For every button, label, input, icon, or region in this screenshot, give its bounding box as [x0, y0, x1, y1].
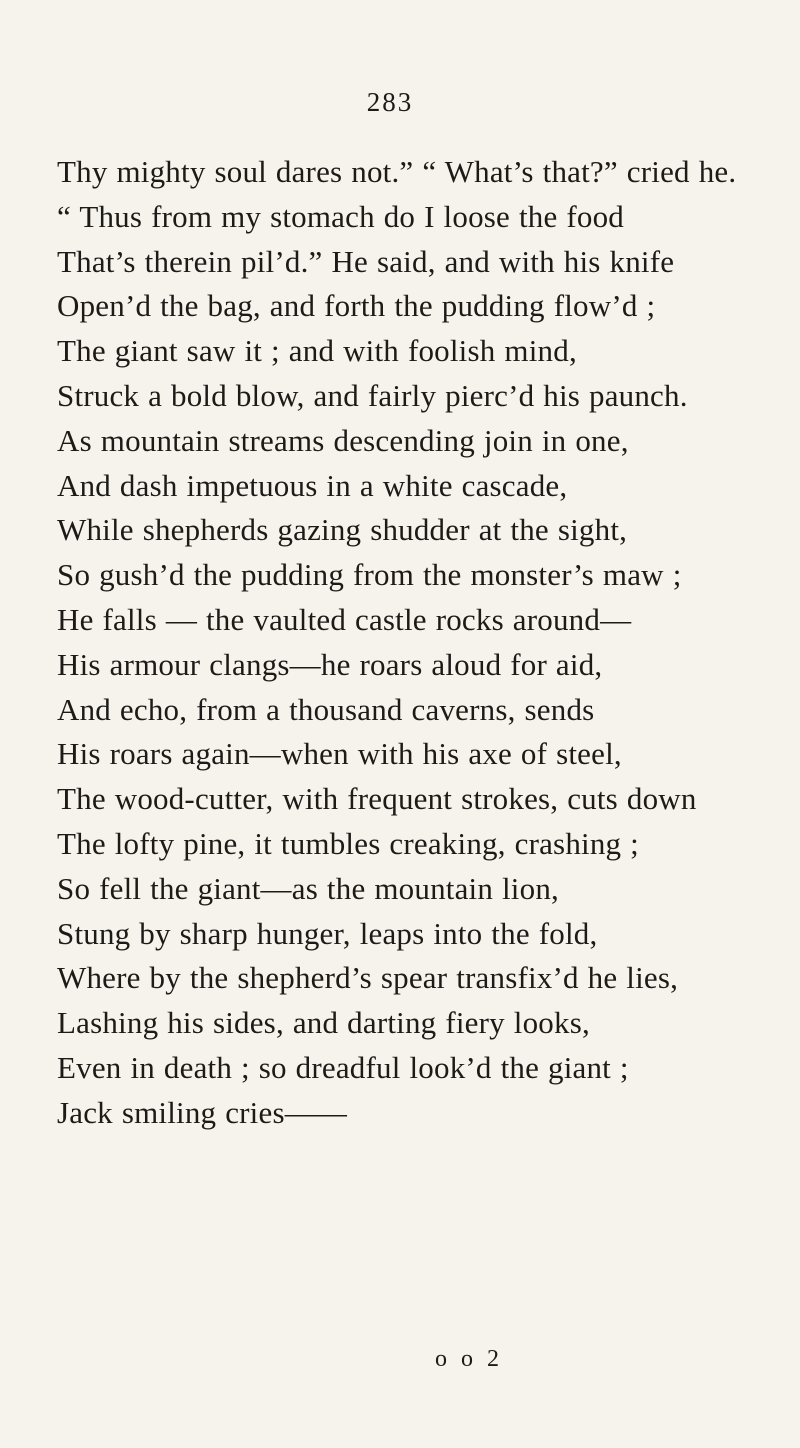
poem-line: The wood-cutter, with frequent strokes, cuts down: [57, 781, 697, 817]
poem-line: As mountain streams descending join in one,: [57, 422, 629, 458]
page-number: 283: [366, 87, 414, 117]
poem-line: And dash impetuous in a white cascade,: [57, 467, 568, 503]
poem-line: Stung by sharp hunger, leaps into the fold,: [57, 915, 598, 951]
poem-line: The lofty pine, it tumbles creaking, crashing ;: [57, 825, 639, 861]
poem-line: Thy mighty soul dares not.” “ What’s that?” cried he.: [57, 154, 737, 189]
poem-line: Jack smiling cries——: [57, 1094, 348, 1130]
poem-line: The giant saw it ; and with foolish mind,: [57, 333, 577, 369]
poem-line: While shepherds gazing shudder at the sight,: [57, 512, 628, 548]
poem-line: Even in death ; so dreadful look’d the giant ;: [57, 1049, 629, 1085]
poem-line: Open’d the bag, and forth the pudding flow’d ;: [57, 288, 656, 324]
poem-line: “ Thus from my stomach do I loose the food: [57, 198, 624, 234]
poem-line: Struck a bold blow, and fairly pierc’d his paunch.: [57, 377, 688, 413]
poem-line: So fell the giant—as the mountain lion,: [57, 870, 559, 906]
poem-line: His armour clangs—he roars aloud for aid,: [57, 646, 603, 682]
poem-line: And echo, from a thousand caverns, sends: [57, 691, 595, 727]
poem-line: He falls — the vaulted castle rocks around—: [57, 601, 632, 637]
signature-mark: o o 2: [435, 1346, 503, 1372]
poem-line: His roars again—when with his axe of steel,: [57, 736, 622, 772]
poem-line: That’s therein pil’d.” He said, and with his knife: [57, 243, 675, 279]
poem-line: Lashing his sides, and darting fiery looks,: [57, 1005, 590, 1041]
poem-text: [57, 150, 797, 1136]
poem-line: Where by the shepherd’s spear transfix’d he lies,: [57, 960, 679, 996]
poem-line: So gush’d the pudding from the monster’s maw ;: [57, 557, 682, 593]
